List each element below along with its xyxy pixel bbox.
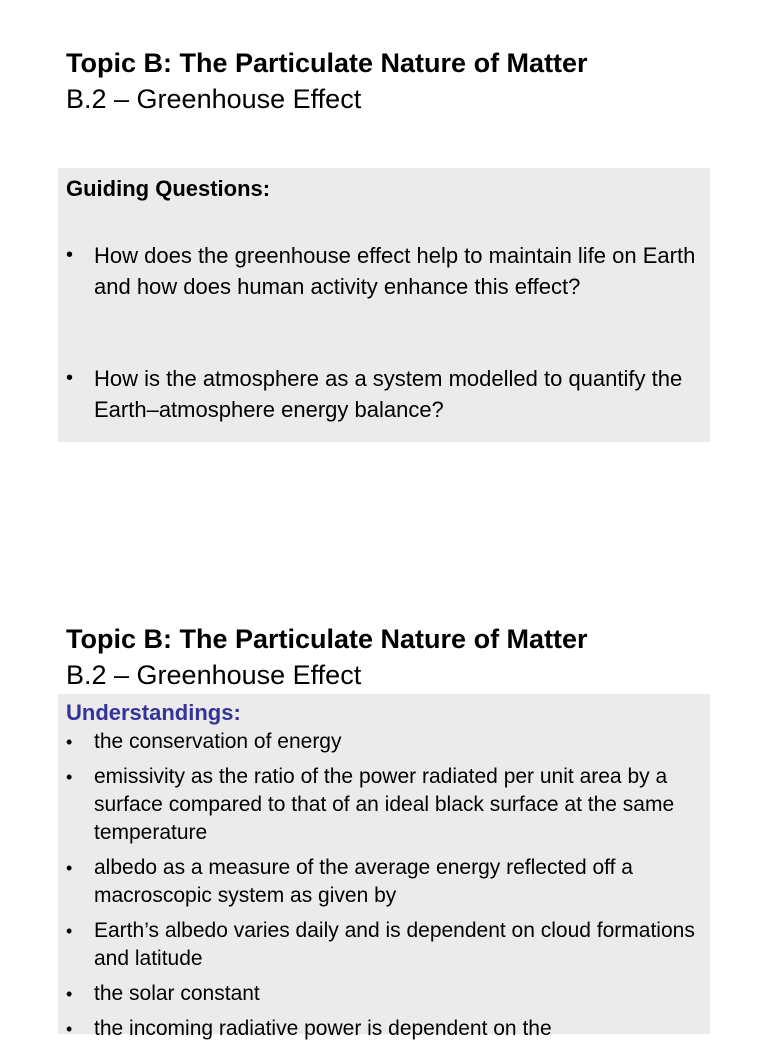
bullet-icon: • — [66, 732, 73, 752]
understandings-heading: Understandings: — [66, 700, 241, 725]
slide-subtitle: B.2 – Greenhouse Effect — [66, 660, 362, 690]
bullet-icon: • — [66, 1019, 73, 1039]
understanding-text: the solar constant — [94, 982, 260, 1005]
understanding-text: emissivity as the ratio of the power radiated per unit area by a surface compared to that of an ideal black surface at the same temperature — [94, 765, 675, 844]
guiding-question-text: How does the greenhouse effect help to maintain life on Earth and how does human activity enhance this effect? — [94, 243, 696, 299]
slide-understandings — [0, 600, 768, 1040]
understanding-item — [66, 917, 702, 973]
bullet-icon: • — [66, 921, 73, 941]
understanding-item — [66, 980, 702, 1008]
understanding-text: the incoming radiative power is dependent on the — [94, 1017, 552, 1040]
bullet-icon: • — [66, 367, 74, 389]
bullet-icon: • — [66, 244, 74, 266]
guiding-question-text: How is the atmosphere as a system modelled to quantify the Earth–atmosphere energy balance? — [94, 366, 683, 422]
guiding-question-item — [66, 363, 702, 425]
bullet-icon: • — [66, 984, 73, 1004]
understanding-text: the conservation of energy — [94, 730, 342, 753]
guiding-questions-panel — [58, 168, 710, 442]
understanding-item — [66, 1015, 702, 1043]
understanding-item — [66, 728, 702, 756]
slide-title: Topic B: The Particulate Nature of Matter — [66, 48, 588, 78]
understandings-panel — [58, 694, 710, 1040]
understanding-item — [66, 854, 702, 910]
bullet-icon: • — [66, 858, 73, 878]
slide-title: Topic B: The Particulate Nature of Matter — [66, 624, 588, 654]
guiding-question-item — [66, 240, 702, 302]
understanding-text: albedo as a measure of the average energy reflected off a macroscopic system as given by — [94, 856, 633, 907]
understanding-text: Earth’s albedo varies daily and is dependent on cloud formations and latitude — [94, 919, 695, 970]
understanding-item — [66, 763, 702, 847]
slide-subtitle: B.2 – Greenhouse Effect — [66, 84, 362, 114]
bullet-icon: • — [66, 767, 73, 787]
guiding-questions-heading: Guiding Questions: — [66, 176, 271, 201]
understandings-list — [66, 728, 702, 1050]
